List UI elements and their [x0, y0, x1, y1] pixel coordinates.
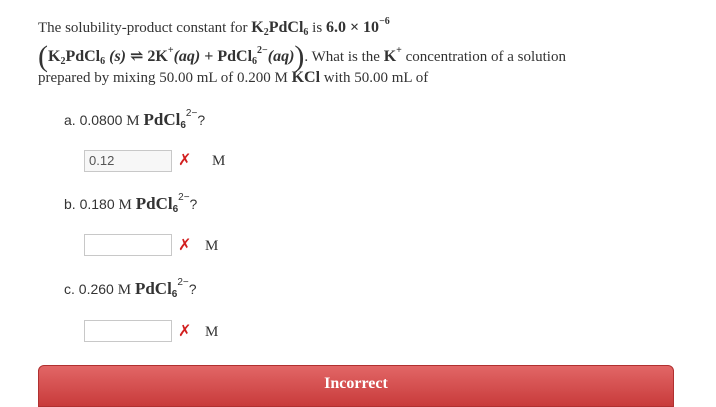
equation: $K_2PdCl_6$ (s) ⇌ 2K+(aq) + PdCl$_6^{2-}$(aq) — [48, 45, 295, 67]
incorrect-feedback-bar[interactable] — [38, 365, 674, 407]
part-c-answer-input[interactable] — [84, 320, 172, 342]
problem-line-2 — [38, 34, 698, 73]
problem-line-1 — [38, 10, 698, 38]
x-mark-icon: ✗ — [178, 150, 192, 169]
part-a-answer-input[interactable]: 0.12 — [84, 150, 172, 172]
question-ion: K+ — [383, 45, 402, 65]
problem-statement — [38, 10, 698, 92]
part-a-label: a. 0.0800 M PdCl$_6^{2-}$? — [64, 108, 206, 131]
ksp-value: $6.0 \times 10^{-6}$ — [325, 16, 390, 36]
is-text: is — [312, 20, 323, 36]
salt-formula: KCl — [291, 69, 321, 86]
x-mark-icon: ✗ — [178, 321, 192, 340]
part-a-unit: M — [212, 153, 226, 169]
part-c-label: c. 0.260 M PdCl$_6^{2-}$? — [64, 277, 197, 300]
problem-line-3 — [38, 68, 698, 92]
part-b-answer-input[interactable] — [84, 234, 172, 256]
intro-text: The solubility-product constant for — [38, 20, 248, 36]
part-b-label: b. 0.180 M PdCl$_6^{2-}$? — [64, 192, 198, 215]
line3-text-a: prepared by mixing 50.00 mL of 0.200 — [38, 70, 271, 86]
part-b-unit: M — [205, 238, 219, 254]
line3-text-b: with 50.00 mL of — [323, 70, 429, 86]
open-paren: ( — [38, 40, 48, 73]
part-c-unit: M — [205, 324, 219, 340]
compound-formula: $K_2PdCl_6$ — [251, 19, 309, 38]
molar-unit: M — [274, 70, 288, 86]
x-mark-icon: ✗ — [178, 235, 192, 254]
question-text-b: concentration of a solution — [405, 49, 566, 65]
feedback-label: Incorrect — [324, 375, 388, 392]
close-paren: ) — [294, 40, 305, 73]
question-text-a: . What is the — [304, 49, 380, 65]
